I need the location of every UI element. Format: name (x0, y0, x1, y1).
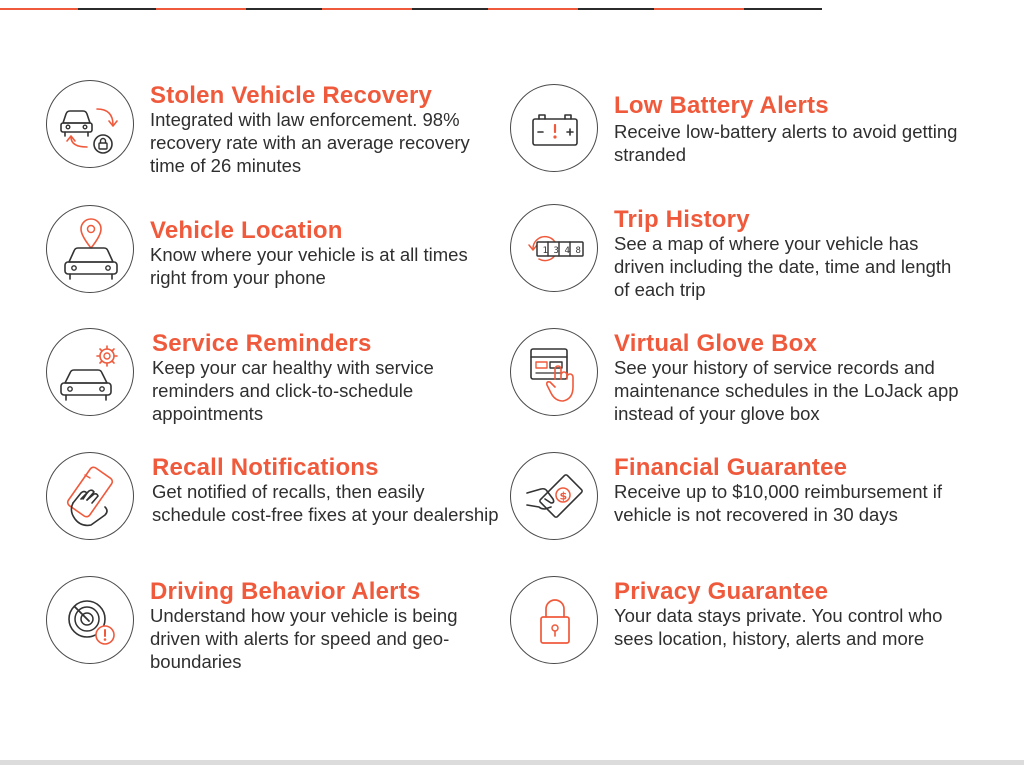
top-divider-accent (156, 8, 246, 10)
feature-description: Know where your vehicle is at all times right from your phone (150, 244, 468, 288)
feature-description: See a map of where your vehicle has driven including the date, time and length of each trip (614, 233, 952, 300)
phone-hand-icon (46, 452, 134, 540)
feature-description: See your history of service records and maintenance schedules in the LoJack app instead of your glove box (614, 357, 959, 424)
svg-text:4: 4 (564, 246, 570, 256)
top-divider-accent (322, 8, 412, 10)
feature-description: Get notified of recalls, then easily schedule cost-free fixes at your dealership (152, 481, 499, 525)
feature-description: Receive up to $10,000 reimbursement if vehicle is not recovered in 30 days (614, 481, 943, 525)
bottom-divider (0, 760, 1024, 765)
feature-title: Financial Guarantee (614, 454, 848, 481)
battery-alert-icon (510, 84, 598, 172)
svg-text:1: 1 (542, 246, 548, 256)
speed-alert-icon (46, 576, 134, 664)
feature-description: Keep your car healthy with service reminders and click-to-schedule appointments (152, 357, 434, 424)
top-divider-accent (0, 8, 78, 10)
feature-description: Integrated with law enforcement. 98% recovery rate with an average recovery time of 26 minutes (150, 109, 470, 176)
feature-title: Virtual Glove Box (614, 330, 818, 357)
feature-description: Your data stays private. You control who sees location, history, alerts and more (614, 605, 943, 649)
top-divider-accent (654, 8, 744, 10)
feature-title: Recall Notifications (152, 454, 379, 481)
feature-title: Driving Behavior Alerts (150, 578, 421, 605)
feature-description: Understand how your vehicle is being driven with alerts for speed and geo-boundaries (150, 605, 458, 672)
svg-text:3: 3 (553, 246, 559, 256)
feature-title: Trip History (614, 206, 750, 233)
feature-title: Privacy Guarantee (614, 578, 829, 605)
feature-title: Vehicle Location (150, 217, 343, 244)
feature-description: Receive low-battery alerts to avoid getting stranded (614, 121, 958, 165)
padlock-icon (510, 576, 598, 664)
top-divider-accent (488, 8, 578, 10)
svg-text:$: $ (559, 489, 568, 503)
car-gear-icon (46, 328, 134, 416)
tap-screen-icon (510, 328, 598, 416)
car-location-pin-icon (46, 205, 134, 293)
svg-text:8: 8 (575, 246, 581, 256)
feature-title: Service Reminders (152, 330, 372, 357)
money-hand-icon (510, 452, 598, 540)
odometer-icon (510, 204, 598, 292)
car-recovery-icon (46, 80, 134, 168)
feature-title: Low Battery Alerts (614, 92, 829, 119)
feature-title: Stolen Vehicle Recovery (150, 82, 433, 109)
